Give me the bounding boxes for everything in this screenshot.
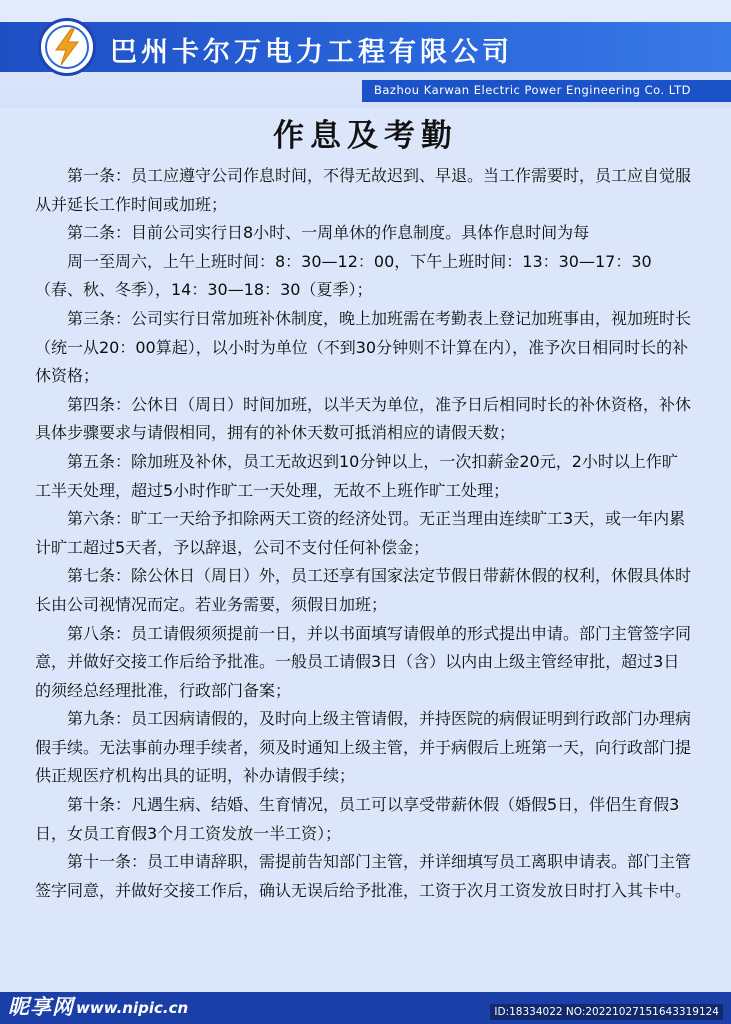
company-name-cn: 巴州卡尔万电力工程有限公司 — [110, 37, 513, 68]
company-logo — [38, 18, 96, 76]
paragraph: 第七条：除公休日（周日）外，员工还享有国家法定节假日带薪休假的权利，休假具体时长由公司视情况而定。若业务需要，须假日加班； — [35, 566, 692, 614]
paragraph: 第十条：凡遇生病、结婚、生育情况，员工可以享受带薪休假（婚假5日，伴侣生育假3日，女员工育假3个月工资发放一半工资）； — [35, 795, 680, 843]
document-body — [35, 162, 691, 905]
paragraph: 第六条：旷工一天给予扣除两天工资的经济处罚。无正当理由连续旷工3天，或一年内累计旷工超过5天者，予以辞退，公司不支付任何补偿金； — [35, 509, 686, 557]
paragraph: 第九条：员工因病请假的，及时向上级主管请假，并持医院的病假证明到行政部门办理病假手续。无法事前办理手续者，须及时通知上级主管，并于病假后上班第一天，向行政部门提供正规医疗机构出具的证明，补办请假手续； — [35, 709, 692, 786]
lightning-bolt-icon — [41, 21, 93, 73]
paragraph: 第一条：员工应遵守公司作息时间，不得无故迟到、早退。当工作需要时，员工应自觉服从并延长工作时间或加班； — [35, 166, 692, 214]
watermark-url: www.nipic.cn — [76, 999, 189, 1017]
document-title: 作息及考勤 — [273, 118, 458, 154]
paragraph: 第三条：公司实行日常加班补休制度，晚上加班需在考勤表上登记加班事由，视加班时长（统一从20：00算起），以小时为单位（不到30分钟则不计算在内），准予次日相同时长的补休资格； — [35, 308, 692, 386]
footer-band — [0, 992, 731, 1024]
paragraph: 第八条：员工请假须须提前一日，并以书面填写请假单的形式提出申请。部门主管签字同意，并做好交接工作后给予批准。一般员工请假3日（含）以内由上级主管经审批，超过3日的须经总经理批准，行政部门备案； — [35, 623, 692, 700]
paragraph: 第十一条：员工申请辞职，需提前告知部门主管，并详细填写员工离职申请表。部门主管签字同意，并做好交接工作后，确认无误后给予批准，工资于次月工资发放日时打入其卡中。 — [35, 852, 692, 900]
paragraph: 第四条：公休日（周日）时间加班，以半天为单位，准予日后相同时长的补休资格，补休具体步骤要求与请假相同，拥有的补休天数可抵消相应的请假天数； — [35, 394, 692, 443]
watermark-id: ID:18334022 NO:20221027151643319124 — [490, 1004, 723, 1020]
company-name-en: Bazhou Karwan Electric Power Engineering Co. LTD — [374, 83, 691, 97]
watermark-logo: 昵享网 — [8, 995, 74, 1019]
paragraph: 周一至周六，上午上班时间：8：30—12：00，下午上班时间：13：30—17：30（春、秋、冬季），14：30—18：30（夏季）； — [35, 251, 652, 300]
paragraph: 第二条：目前公司实行日8小时、一周单休的作息制度。具体作息时间为每 — [67, 223, 590, 243]
paragraph: 第五条：除加班及补休，员工无故迟到10分钟以上，一次扣薪金20元，2小时以上作旷工半天处理，超过5小时作旷工一天处理，无故不上班作旷工处理； — [35, 451, 678, 500]
header — [0, 0, 731, 108]
